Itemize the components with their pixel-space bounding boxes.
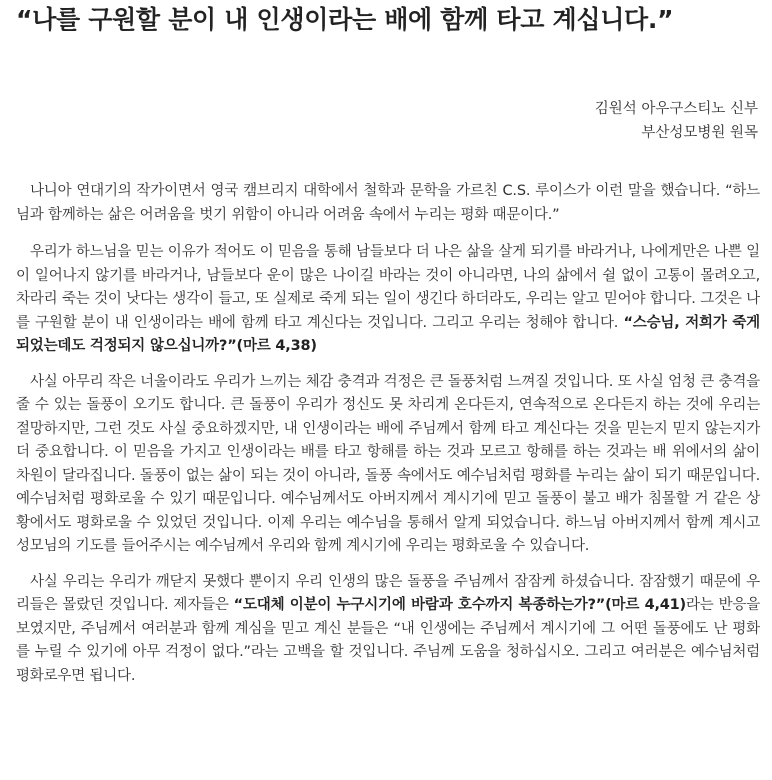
article-body <box>16 180 760 700</box>
paragraph-4-text-a: 사실 우리는 우리가 깨닫지 못했다 뿐이지 우리 인생의 많은 돌풍을 주님께서 잠잠케 하셨습니다. 잠잠했기 때문에 우리들은 몰랐던 것입니다. 제자들은 <box>16 573 760 613</box>
author-name: 김원석 아우구스티노 신부 <box>594 101 758 117</box>
paragraph-4-text-b: 라는 반응을 보였지만, 주님께서 여러분과 함께 계심을 믿고 계신 분들은 “내 인생에는 주님께서 계시기에 그 어떤 돌풍에도 난 평화를 누릴 수 있기에 아무 걱정이 없다.”라는 고백을 할 것입니다. 주님께 도움을 청하십시오. 그리고 여러분은 예수님처럼 평화로우면 됩니다. <box>16 597 761 684</box>
author-block <box>595 97 758 145</box>
paragraph-2 <box>16 241 760 359</box>
paragraph-4 <box>16 571 760 689</box>
paragraph-2-quote: “스승님, 저희가 죽게 되었는데도 걱정되지 않으십니까?”(마르 4,38) <box>16 314 760 354</box>
paragraph-2-text: 우리가 하느님을 믿는 이유가 적어도 이 믿음을 통해 남들보다 더 나은 삶을 살게 되기를 바라거나, 나에게만은 나쁜 일이 일어나지 않기를 바라거나, 남들보다 운이 많은 나이길 바라는 것이 아니라면, 나의 삶에서 쉴 없이 고통이 몰려오고, 차라리 죽는 것이 낫다는 생각이 들고, 또 실제로 죽게 되는 일이 생긴다 하더라도, 우리는 알고 믿어야 합니다. 그것은 나를 구원할 분이 내 인생이라는 배에 함께 타고 계신다는 것입니다. 그리고 우리는 청해야 합니다. <box>16 244 760 331</box>
paragraph-4-quote: “도대체 이분이 누구시기에 바람과 호수까지 복종하는가?”(마르 4,41) <box>233 597 686 613</box>
article-title: “나를 구원할 분이 내 인생이라는 배에 함께 타고 계십니다.” <box>16 5 674 34</box>
paragraph-1: 나니아 연대기의 작가이면서 영국 캠브리지 대학에서 철학과 문학을 가르친 C.S. 루이스가 이런 말을 했습니다. “하느님과 함께하는 삶은 어려움을 벗기 위함이 아니라 어려움 속에서 누리는 평화 때문이다.” <box>16 183 760 223</box>
author-position: 부산성모병원 원목 <box>641 125 758 141</box>
paragraph-3: 사실 아무리 작은 너울이라도 우리가 느끼는 체감 충격과 걱정은 큰 돌풍처럼 느껴질 것입니다. 또 사실 엄청 큰 충격을 줄 수 있는 돌풍이 오기도 합니다. 큰 돌풍이 우리가 정신도 못 차리게 온다든지, 연속적으로 온다든지 하는 것에 우리는 절망하지만, 그런 것도 사실 중요하겠지만, 내 인생이라는 배에 주님께서 함께 타고 계신다는 것을 믿는지 믿지 않는지가 더 중요합니다. 이 믿음을 가지고 인생이라는 배를 타고 항해를 하는 것과 모르고 항해를 하는 것과는 배 위에서의 삶이 차원이 달라집니다. 돌풍이 없는 삶이 되는 것이 아니라, 돌풍 속에서도 예수님처럼 평화를 누리는 삶이 되기 때문입니다. 예수님처럼 평화로울 수 있기 때문입니다. 예수님께서도 아버지께서 계시기에 믿고 돌풍이 불고 배가 침몰할 거 같은 상황에서도 평화로울 수 있었던 것입니다. 이제 우리는 예수님을 통해서 알게 되었습니다. 하느님 아버지께서 함께 계시고 성모님의 기도를 들어주시는 예수님께서 우리와 함께 계시기에 우리는 평화로울 수 있습니다. <box>16 373 760 554</box>
